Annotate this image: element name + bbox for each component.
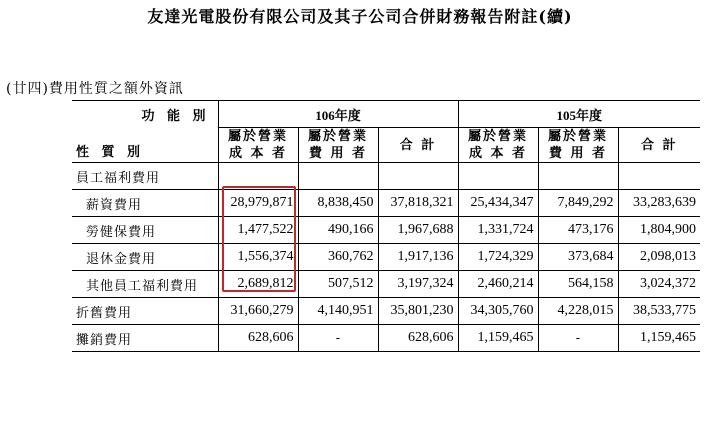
year-105-header: 105年度 (458, 101, 700, 128)
col-105-expense: 屬於營業 費 用 者 (538, 128, 618, 163)
cell-value: 2,098,013 (618, 244, 700, 271)
cell-value: 37,818,321 (378, 190, 458, 217)
table-row (72, 325, 700, 352)
cell-value: 3,024,372 (618, 271, 700, 298)
row-label: 薪資費用 (72, 190, 218, 217)
cell-value: 1,159,465 (458, 325, 538, 352)
cell-value: 2,689,812 (218, 271, 298, 298)
cell-value: 7,849,292 (538, 190, 618, 217)
table-row (72, 163, 700, 190)
cell-value: 1,331,724 (458, 217, 538, 244)
row-label: 勞健保費用 (72, 217, 218, 244)
cell-value: 31,660,279 (218, 298, 298, 325)
cell-value: 490,166 (298, 217, 378, 244)
row-label: 折舊費用 (72, 298, 218, 325)
row-label: 攤銷費用 (72, 325, 218, 352)
report-title: 友達光電股份有限公司及其子公司合併財務報告附註(續) (147, 7, 573, 26)
row-label: 退休金費用 (72, 244, 218, 271)
cell-value: 34,305,760 (458, 298, 538, 325)
row-label: 員工福利費用 (72, 163, 218, 190)
cell-value: 1,804,900 (618, 217, 700, 244)
col-106-total: 合 計 (378, 128, 458, 163)
col-106-cost: 屬於營業 成 本 者 (218, 128, 298, 163)
cell-value: 360,762 (298, 244, 378, 271)
cell-value: 564,158 (538, 271, 618, 298)
table-row (72, 217, 700, 244)
cell-value: 373,684 (538, 244, 618, 271)
col-105-total: 合 計 (618, 128, 700, 163)
table-row (72, 271, 700, 298)
expense-nature-table (72, 100, 700, 352)
cell-value: 4,140,951 (298, 298, 378, 325)
nature-label: 性 質 別 (72, 128, 218, 163)
cell-value: - (538, 325, 618, 352)
table-row (72, 244, 700, 271)
cell-value: 507,512 (298, 271, 378, 298)
cell-value: 1,967,688 (378, 217, 458, 244)
cell-value: 473,176 (538, 217, 618, 244)
cell-value: 3,197,324 (378, 271, 458, 298)
cell-value: 38,533,775 (618, 298, 700, 325)
row-label: 其他員工福利費用 (72, 271, 218, 298)
header-row-years (72, 101, 700, 128)
cell-value: 33,283,639 (618, 190, 700, 217)
cell-value: 1,477,522 (218, 217, 298, 244)
col-105-cost: 屬於營業 成 本 者 (458, 128, 538, 163)
cell-value: 628,606 (378, 325, 458, 352)
cell-value: 25,434,347 (458, 190, 538, 217)
cell-value: 1,917,136 (378, 244, 458, 271)
col-106-expense: 屬於營業 費 用 者 (298, 128, 378, 163)
table-row (72, 298, 700, 325)
cell-value: 1,159,465 (618, 325, 700, 352)
cell-value: 8,838,450 (298, 190, 378, 217)
highlight-box (222, 186, 296, 292)
header-row-columns (72, 128, 700, 163)
cell-value: 2,460,214 (458, 271, 538, 298)
function-label: 功 能 別 (72, 101, 218, 128)
cell-value: 1,556,374 (218, 244, 298, 271)
year-106-header: 106年度 (218, 101, 458, 128)
cell-value: 1,724,329 (458, 244, 538, 271)
table-row (72, 190, 700, 217)
cell-value: - (298, 325, 378, 352)
cell-value: 28,979,871 (218, 190, 298, 217)
cell-value: 35,801,230 (378, 298, 458, 325)
cell-value: 4,228,015 (538, 298, 618, 325)
cell-value: 628,606 (218, 325, 298, 352)
section-heading: (廿四)費用性質之額外資訊 (6, 81, 184, 97)
